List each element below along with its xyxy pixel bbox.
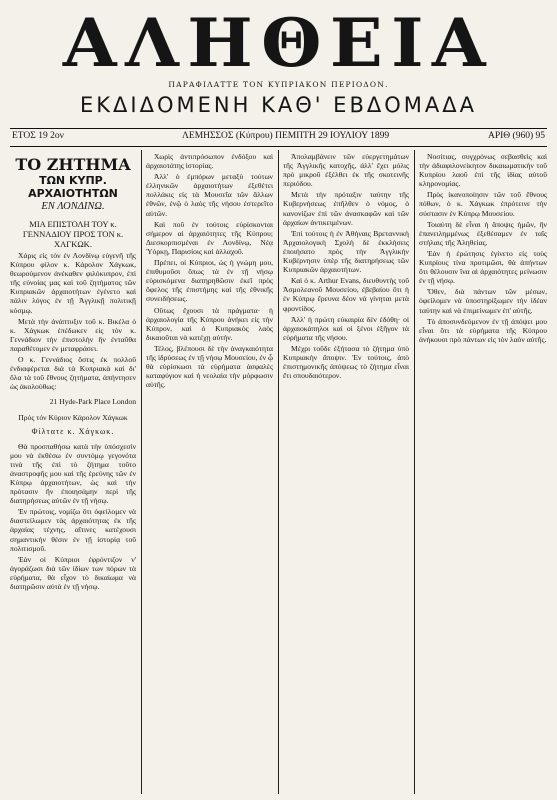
article-headline: ΤΟ ΖΗΤΗΜΑ (15, 155, 131, 174)
paragraph: Μετὰ τὴν ἀνάπτυξιν τοῦ κ. Βικέλα ὁ κ. Χάγκωκ ἐπέδωκεν εἰς τὸν κ. Γεννάδιον τὴν ἐπιστολὴν ἣν ἐνταῦθα παραθέτομεν ἐν μεταφράσει. (10, 316, 136, 353)
masthead (0, 4, 557, 117)
paragraph: Ἐν πρώτοις, νομίζω ὅτι ὀφείλομεν νὰ διαστείλωμεν τὰς ἀρχαιότητας ἐκ τῆς ἀρχαίας τέχνης, αἵτινες κατέχουσι σημαντικὴν θέσιν ἐν τῇ ἱστορίᾳ τοῦ πολιτισμοῦ. (10, 507, 136, 553)
paragraph: Πρέπει, οἱ Κύπριοι, ὡς ἡ γνώμη μου, ἐπιθυμοῦσι ὅπως τὰ ἐν τῇ νήσῳ εὑρισκόμενα διατηρηθῶσιν ἐκεῖ πρὸς ὄφελος τῆς ἐπιστήμης καὶ τῆς ἐθνικῆς συνειδήσεως. (146, 258, 273, 304)
paragraph: Ἀλλ' ἡ πρώτη εὐκαιρία δὲν ἐδόθη· οἱ ἀρχαιοκάπηλοι καὶ οἱ ξένοι ἐξῆγον τὰ εὑρήματα τῆς νήσου. (283, 314, 409, 342)
paragraph: Χάρις εἰς τὸν ἐν Λονδίνῳ εὑγενῆ τῆς Κύπρου φίλον κ. Κάρολον Χάγκωκ, θεωρούμενον ἀνέκαθεν φιλόκυπρον, ἐπὶ τῆς εὐνοίας μας καὶ τοῦ ζητήματος τῶν Κυπριακῶν ἀρχαιοτήτων ἐγένετο καὶ πάλιν λόγος ἐν τῇ Ἀγγλικῇ πολιτικῇ κόσμῳ. (10, 251, 136, 315)
paragraph: Καὶ ὁ κ. Arthur Evans, διευθυντὴς τοῦ Ἀσμολεανοῦ Μουσείου, ἐβεβαίου ὅτι ἡ ἐν Κύπρῳ ἔρευνα δέον νὰ γίνηται μετὰ φροντίδος. (283, 276, 409, 313)
paragraph: Ο κ. Γεννάδιος ὅστις ἐκ πολλοῦ ἐνδιαφέρεται διὰ τὰ Κυπριακὰ καὶ δι' ὅλα τὰ τοῦ ἔθνους ζητήματα, ἀπήντησεν ὡς ἀκολούθως: (10, 355, 136, 392)
column-3 (283, 152, 409, 792)
paragraph: Τέλος, βλέπουσι δὲ τὴν ἀναγκαιότητα τῆς ἱδρύσεως ἐν τῇ νήσῳ Μουσείου, ἐν ᾧ θὰ εὑρίσκωσι τὰ εὑρήματα ἀσφαλὲς καταφύγιον καὶ ἡ νεολαία τὴν μόρφωσιν αὐτῆς. (146, 343, 273, 390)
issue-info-bar (12, 131, 545, 145)
paragraph: Ἐπὶ τούτοις ἡ ἐν Ἀθήναις Βρεταννικὴ Ἀρχαιολογικὴ Σχολὴ δὲ ἐκκλήσεις ἐποιήσατο πρὸς τὴν Ἀγγλικὴν Κυβέρνησιν ὑπὲρ τῆς διατηρήσεως τῶν Κυπριακῶν ἀρχαιοτήτων. (283, 228, 409, 275)
newspaper-title: ΑΛΗΘΕΙΑ (62, 4, 495, 82)
paragraph: Ἐὰν οἱ Κύπριοι ἐφρόντιζον ν' ἀγοράζωσι διὰ τῶν ἰδίων των πόρων τὰ εὑρήματα, θὰ εἶχον τὸ δικαίωμα νὰ διατηρῶσιν αὐτὰ ἐν τῇ νήσῳ. (10, 554, 136, 591)
masthead-tagline: ΕΚΔΙΔΟΜΕΝΗ ΚΑΘ' ΕΒΔΟΜΑΔΑ (80, 93, 477, 117)
article-headline-2: ΤΩΝ ΚΥΠΡ. ΑΡΧΑΙΟΤΗΤΩΝ (28, 174, 118, 200)
paragraph: Χωρὶς ἀντιπρόσωπον ἐνδόξου καὶ ἀρχαιοτάτης ἱστορίας. (146, 152, 273, 171)
article-headline-3: ΕΝ ΛΟΝΔΙΝΩ. (41, 201, 105, 212)
letter-salutation: Φίλτατε κ. Χάγκωκ. (31, 426, 115, 436)
paragraph: Καὶ ποῦ ἐν τούτοις εὑρίσκονται σήμερον αἱ ἀρχαιότητες τῆς Κύπρου; Διεσκορπισμέναι ἐν Λονδίνῳ, Νέᾳ Ὑόρκῃ, Παρισίοις καὶ ἀλλαχοῦ. (146, 219, 273, 256)
paragraph: Ἀπολαμβάνειν τῶν εὐεργετημάτων τῆς Ἀγγλικῆς κατοχῆς, ἀλλ' ἔχει μόλις πρὸ μικροῦ ἐξέλθει ἐκ τῆς σκοτεινῆς περιόδου. (283, 152, 409, 189)
column-4 (419, 152, 547, 792)
column-divider (141, 150, 142, 794)
letter-address: 21 Hyde-Park Place London (49, 397, 136, 407)
paragraph: Ἀλλ' ὁ ἐμπόρων μεταξὺ τούτων ἐλληνικῶν ἀρχαιοτήτων ἐξεθέτει πολλάκις εἰς τὰ Μουσεῖα τῶν ἄλλων ἐθνῶν, ἐνῷ ὁ λαὸς τῆς νήσου ἐστερεῖτο αὐτῶν. (146, 172, 273, 218)
paragraph: Πρὸς ἱκανοποίησιν τῶν τοῦ ἔθνους πόθων, ὁ κ. Χάγκωκ ἐπρότεινε τὴν σύστασιν ἐν Κύπρῳ Μουσείου. (419, 190, 547, 218)
paragraph: Μέχρι τοῦδε ἐξήτασα τὸ ζήτημα ὑπὸ Κυπριακὴν ἄποψιν. Ἐν τούτοις, ἀπὸ ἐπιστημονικῆς ἀπόψεως τὸ ζήτημα εἶναι ἔτι σπουδαιότερον. (283, 343, 409, 381)
paragraph: Θὰ προσπαθήσω κατὰ τὴν ὑπόσχεσίν μου νὰ ἐκθέσω ἐν συντόμῳ γεγονότα τινὰ τῆς ἐπὶ τὸ ζήτημα τοῦτο ἀναστροφῆς μου καὶ τῆς ἐρεύνης τῶν ἐν Κύπρῳ ἀρχαιοτήτων, ὡς καὶ τὴν πρότασιν ἣν ἐποιησάμην περὶ τῆς διατηρήσεως αὐτῶν ἐν τῇ νήσῳ. (10, 441, 136, 506)
paragraph: Οὕτως ἔχουσι τὰ πράγματα· ἡ ἀρχαιολογία τῆς Κύπρου ἀνήκει εἰς τὴν Κύπρον, καὶ ὁ Κυπριακὸς λαὸς δικαιοῦται νὰ κατέχῃ αὐτήν. (146, 305, 273, 342)
column-divider (414, 150, 415, 794)
article-subheading: ΜΙΑ ΕΠΙΣΤΟΛΗ ΤΟΥ κ. ΓΕΝΝΑΔΙΟΥ ΠΡΟΣ ΤΟΝ κ. ΧΑΓΚΩΚ. (22, 219, 124, 249)
masthead-subline: ΠΑΡΑΦΙΛΑΤΤΕ ΤΟΝ ΚΥΠΡΙΑΚΟΝ ΠΕΡΙΟΔΟΝ. (168, 80, 389, 89)
top-rule (10, 128, 547, 129)
paragraph: Νοσίτιας, συγχρόνως σεβασθεὶς καὶ τὴν ἀδιαφιλονείκητον δικαιωματικὴν τοῦ Κυπρίου λαοῦ ἐπὶ τῆς ἰδίας αὐτοῦ κληρονομίας. (419, 152, 547, 189)
column-divider (278, 150, 279, 794)
paragraph: Ὅθεν, διὰ πάντων τῶν μέσων, ὀφείλομεν νὰ ὑποστηρίξωμεν τὴν ἰδέαν ταύτην καὶ νὰ ἐπιμείνωμεν ἐπ' αὐτῆς. (419, 287, 547, 315)
issue-number: ΑΡΙΘ (960) 95 (488, 131, 545, 141)
paragraph: Μετὰ τὴν πρόταξιν ταύτην τῆς Κυβερνήσεως ἐπῆλθεν ὁ νόμος, ὁ κανονίζων ἐπὶ τῶν ἀνασκαφῶν καὶ τῶν ἀρχαίων ἀντικειμένων. (283, 190, 409, 227)
bottom-rule (10, 146, 547, 147)
year-label: ΕΤΟΣ 19 2ον (12, 131, 64, 141)
letter-recipient: Πρός τόν Κύριον Κάρολον Χάγκωκ (18, 413, 128, 423)
column-2 (146, 152, 273, 792)
column-1 (10, 152, 136, 792)
paragraph: Τοιαύτη δὲ εἶναι ἡ ἄποψις ἡμῶν, ἣν ἐπανειλημμένως ἐξεθέσαμεν ἐν ταῖς στήλαις τῆς Ἀληθείας. (419, 219, 547, 247)
paragraph: Ἐὰν ἡ ἐρώτησις ἐγίνετο εἰς τοὺς Κυπρίους τίνα προτιμῶσι, θὰ ἀπήντων ὅτι θέλουσιν ἵνα αἱ ἀρχαιότητες μείνωσιν ἐν τῇ νήσῳ. (419, 248, 547, 286)
place-date: ΛΕΜΗΣΣΟΣ (Κύπρου) ΠΕΜΠΤΗ 29 ΙΟΥΛΙΟΥ 1899 (182, 131, 390, 141)
paragraph: Τὸ ἀποσυνδεόμενον ἐν τῇ ἀπόψει μου εἶναι ὅτι τὰ εὑρήματα τῆς Κύπρου ἀνήκουσι πρὸ πάντων εἰς τὸν λαὸν αὐτῆς. (419, 316, 547, 344)
